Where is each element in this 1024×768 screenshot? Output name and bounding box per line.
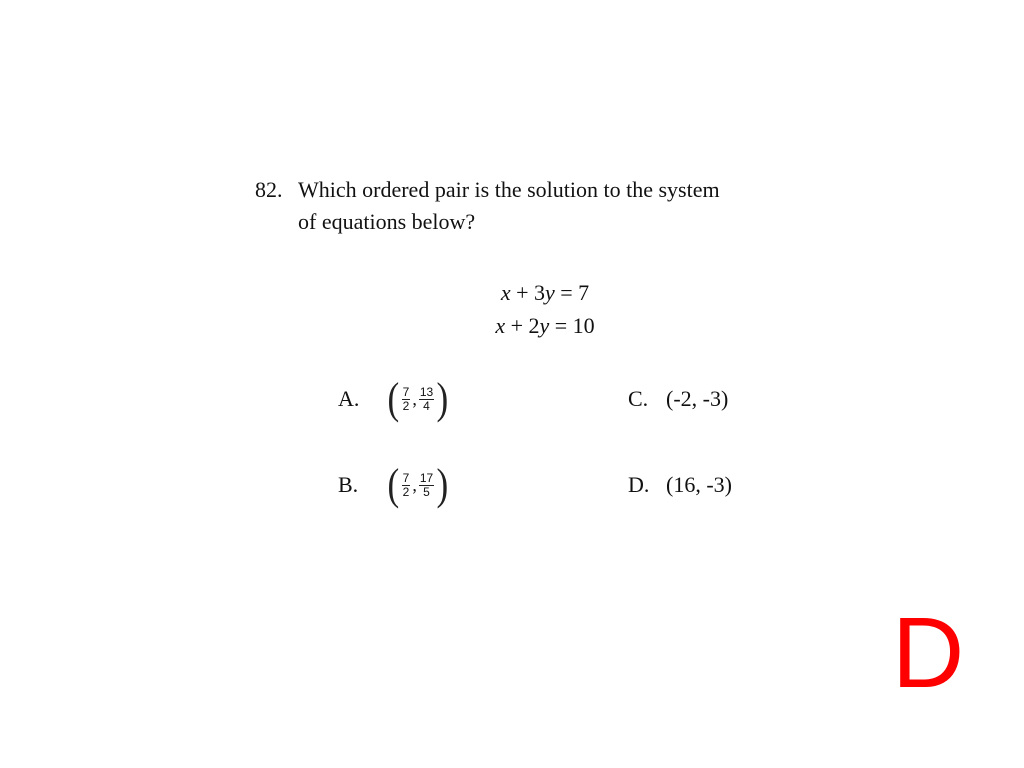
choice-b-value [386, 460, 450, 509]
choice-b-letter: B. [338, 472, 359, 497]
choice-a-denominator-2: 4 [423, 398, 430, 413]
left-paren: ( [387, 374, 400, 423]
right-paren: ) [436, 460, 449, 509]
choice-a-letter: A. [338, 386, 360, 411]
choice-a-fraction-2 [419, 386, 434, 413]
choice-d-letter: D. [628, 472, 650, 497]
choice-b-denominator-1: 2 [402, 484, 410, 499]
comma: , [412, 388, 417, 409]
question-number: 82. [255, 177, 283, 202]
choice-a-denominator-1: 2 [402, 398, 410, 413]
choice-a-numerator-1: 7 [402, 384, 410, 399]
choice-d[interactable] [628, 462, 732, 508]
choice-b-numerator-2: 17 [419, 470, 434, 485]
choice-a-value [386, 374, 450, 423]
equation-1-rhs: = 7 [554, 280, 590, 305]
choice-c-letter: C. [628, 386, 649, 411]
choice-c-value: (-2, -3) [666, 386, 729, 411]
left-paren: ( [387, 460, 400, 509]
equation-1-y: y [545, 280, 555, 305]
choice-b-fraction-2 [419, 472, 434, 499]
equation-1-mid: + 3 [510, 280, 545, 305]
choice-a[interactable] [338, 376, 450, 422]
choice-a-numerator-2: 13 [419, 384, 434, 399]
equation-system [440, 276, 650, 342]
right-paren: ) [436, 374, 449, 423]
comma: , [412, 474, 417, 495]
choice-d-value: (16, -3) [666, 472, 732, 497]
answer-letter: D [892, 597, 965, 709]
question-text-line-2: of equations below? [298, 209, 476, 234]
choice-b[interactable] [338, 462, 450, 508]
choice-b-numerator-1: 7 [402, 470, 410, 485]
equation-1 [440, 276, 650, 309]
choice-a-fraction-1 [402, 386, 411, 413]
equation-2-x: x [495, 313, 506, 338]
choice-c[interactable] [628, 376, 728, 422]
equation-2 [440, 309, 650, 342]
question-text [298, 174, 808, 238]
equation-2-rhs: = 10 [549, 313, 595, 338]
equation-2-mid: + 2 [505, 313, 540, 338]
equation-1-x: x [500, 280, 511, 305]
question-text-line-1: Which ordered pair is the solution to the system [298, 177, 720, 202]
choice-b-fraction-1 [402, 472, 411, 499]
choice-b-denominator-2: 5 [423, 484, 430, 499]
equation-2-y: y [539, 313, 550, 338]
